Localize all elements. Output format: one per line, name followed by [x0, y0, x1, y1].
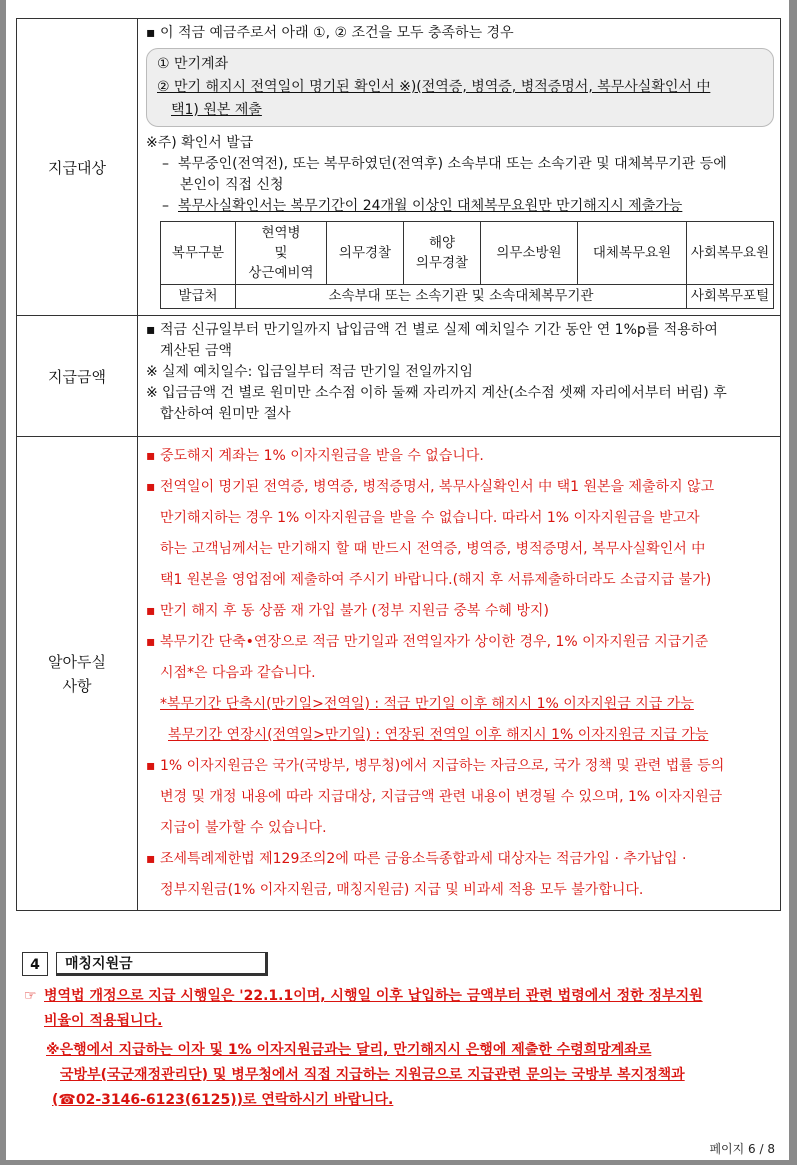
- row-label-amount: 지급금액: [17, 316, 138, 437]
- notice-item-4: ▪ 복무기간 단축•연장으로 적금 만기일과 전역일자가 상이한 경우, 1% 이자지원금 지급기준: [146, 627, 774, 658]
- dash-icon: –: [162, 156, 169, 172]
- notice-item-2: ▪ 전역일이 명기된 전역증, 병역증, 병적증명서, 복무사실확인서 中 택1 원본을 제출하지 않고: [146, 472, 774, 503]
- amount-bullet: ▪ 적금 신규일부터 만기일까지 납입금액 건 별로 실제 예치일수 기간 동안 연 1%p를 적용하여: [146, 320, 774, 341]
- square-bullet-icon: ▪: [146, 322, 156, 338]
- row-label-eligibility: 지급대상: [17, 19, 138, 316]
- section-4-para-2: ※은행에서 지급하는 이자 및 1% 이자지원금과는 달리, 만기해지시 은행에 제출한 수령희망계좌로: [46, 1042, 652, 1058]
- amount-note-1: ※ 실제 예치일수: 입금일부터 적금 만기일 전일까지임: [146, 362, 774, 383]
- amount-bullet-cont: 계산된 금액: [160, 343, 233, 359]
- header-cell: 사회복무요원: [687, 222, 774, 285]
- row-content-amount: [138, 316, 781, 437]
- page-number: 페이지 6 / 8: [709, 1142, 775, 1156]
- row-label-notice: 알아두실 사항: [17, 437, 138, 911]
- reference-mark-icon: ※: [146, 364, 158, 380]
- condition-2-cont: 택1) 원본 제출: [171, 102, 262, 118]
- header-cell: 복무구분: [161, 222, 236, 285]
- amount-note-2-cont: 합산하여 원미만 절사: [160, 406, 291, 422]
- row-content-eligibility: [138, 19, 781, 316]
- notice-extend-rule: 복무기간 연장시(전역일>만기일) : 연장된 전역일 이후 해지시 1% 이자지원금 지급 가능: [168, 727, 709, 743]
- section-4-para-1: ☞ 병역법 개정으로 지급 시행일은 '22.1.1이며, 시행일 이후 납입하는 금액부터 관련 법령에서 정한 정부지원: [24, 984, 784, 1009]
- note-sub-1-cont: 본인이 직접 신청: [180, 177, 284, 193]
- row-amount: [17, 316, 781, 437]
- issuer-main: 소속부대 또는 소속기관 및 소속대체복무기관: [236, 285, 687, 309]
- header-cell: 현역병 및 상근예비역: [236, 222, 327, 285]
- condition-2: ② 만기 해지시 전역일이 명기된 확인서 ※)(전역증, 병역증, 병적증명서, 복무사실확인서 中: [157, 79, 711, 95]
- dash-icon: –: [162, 198, 169, 214]
- row-eligibility: [17, 19, 781, 316]
- notice-item-1: ▪ 중도해지 계좌는 1% 이자지원금을 받을 수 없습니다.: [146, 441, 774, 472]
- note-sub-2: – 복무사실확인서는 복무기간이 24개월 이상인 대체복무요원만 만기해지시 제출가능: [146, 196, 774, 217]
- pointing-hand-icon: ☞: [24, 988, 37, 1004]
- contact-phone: (☎02-3146-6123(6125))로 연락하시기 바랍니다.: [52, 1092, 394, 1108]
- section-title: 매칭지원금: [56, 952, 268, 976]
- square-bullet-icon: ▪: [146, 479, 156, 495]
- notice-shorten-rule: *복무기간 단축시(만기일>전역일) : 적금 만기일 이후 해지시 1% 이자지원금 지급 가능: [160, 696, 694, 712]
- row-label-issuer: 발급처: [161, 285, 236, 309]
- header-cell: 의무경찰: [327, 222, 404, 285]
- notice-item-6: ▪ 조세특례제한법 제129조의2에 따른 금융소득종합과세 대상자는 적금가입 · 추가납입 ·: [146, 844, 774, 875]
- issuer-table: [160, 221, 774, 309]
- conditions-box: [146, 48, 774, 127]
- eligibility-bullet: ▪ 이 적금 예금주로서 아래 ①, ② 조건을 모두 충족하는 경우: [146, 23, 774, 44]
- square-bullet-icon: ▪: [146, 634, 156, 650]
- header-cell: 해양 의무경찰: [404, 222, 481, 285]
- amount-note-2: ※ 입금금액 건 별로 원미만 소수점 이하 둘째 자리까지 계산(소수점 셋째 자리에서부터 버림) 후: [146, 383, 774, 404]
- square-bullet-icon: ▪: [146, 25, 156, 41]
- issuer-table-header: [161, 222, 774, 285]
- square-bullet-icon: ▪: [146, 851, 156, 867]
- reference-mark-icon: ※: [146, 385, 158, 401]
- section-4-body: ☞ 병역법 개정으로 지급 시행일은 '22.1.1이며, 시행일 이후 납입하는 금액부터 관련 법령에서 정한 정부지원 비율이 적용됩니다. ※은행에서 지급하는 이자 및 1% 이자지원금과는 달리, 만기해지시 은행에 제출한 수령희망계좌로 국방부(국군재정관리단) 및 병무청에서 직접 지급하는 지원금으로 지급관련 문의는 국방부 복지정책과 (☎02-3146-6123(6125))로 연락하시기 바랍니다.: [24, 984, 784, 1113]
- row-content-notice: ▪ 중도해지 계좌는 1% 이자지원금을 받을 수 없습니다. ▪ 전역일이 명기된 전역증, 병역증, 병적증명서, 복무사실확인서 中 택1 원본을 제출하지 않고 만기해지하는 경우 1% 이자지원금을 받을 수 없습니다. 따라서 1% 이자지원금을 받고자 하는 고객님께서는 만기해지 할 때 반드시 전역증, 병역증, 병적증명서, 복무사실확인서 中 택1 원본을 영업점에 제출하여 주시기 바랍니다.(해지 후 서류제출하더라도 소급지급 불가) ▪ 만기 해지 후 동 상품 재 가입 불가 (정부 지원금 중복 수혜 방지) ▪ 복무기간 단축•연장으로 적금 만기일과 전역일자가 상이한 경우, 1% 이자지원금 지급기준 시점*은 다음과 같습니다. *복무기간 단축시(만기일>전역일) : 적금 만기일 이후 해지시 1% 이자지원금 지급 가능 복무기간 연장시(전역일>만기일) : 연장된 전역일 이후 해지시 1% 이자지원금 지급 가능 ▪ 1% 이자지원금은 국가(국방부, 병무청)에서 지급하는 자금으로, 국가 정책 및 관련 법률 등의 변경 및 개정 내용에 따라 지급대상, 지급금액 관련 내용이 변경될 수 있으며, 1% 이자지원금 지급이 불가할 수 있습니다. ▪ 조세특례제한법 제129조의2에 따른 금융소득종합과세 대상자는 적금가입 · 추가납입 · 정부지원금(1% 이자지원금, 매칭지원금) 지급 및 비과세 적용 모두 불가합니다.: [138, 437, 781, 911]
- square-bullet-icon: ▪: [146, 448, 156, 464]
- section-4-header: [22, 952, 268, 976]
- info-table: [16, 18, 781, 911]
- square-bullet-icon: ▪: [146, 758, 156, 774]
- document-page: [6, 0, 789, 1160]
- condition-1: ① 만기계좌: [157, 56, 229, 72]
- section-number: 4: [22, 952, 48, 976]
- notice-item-5: ▪ 1% 이자지원금은 국가(국방부, 병무청)에서 지급하는 자금으로, 국가 정책 및 관련 법률 등의: [146, 751, 774, 782]
- notice-item-3: ▪ 만기 해지 후 동 상품 재 가입 불가 (정부 지원금 중복 수혜 방지): [146, 596, 774, 627]
- square-bullet-icon: ▪: [146, 603, 156, 619]
- header-cell: 대체복무요원: [578, 222, 687, 285]
- note-title: ※주) 확인서 발급: [146, 135, 254, 151]
- note-sub-1: – 복무중인(전역전), 또는 복무하였던(전역후) 소속부대 또는 소속기관 및 대체복무기관 등에: [146, 154, 774, 175]
- header-cell: 의무소방원: [481, 222, 578, 285]
- issuer-table-row: [161, 285, 774, 309]
- issuer-social: 사회복무포털: [687, 285, 774, 309]
- row-notice: [17, 437, 781, 911]
